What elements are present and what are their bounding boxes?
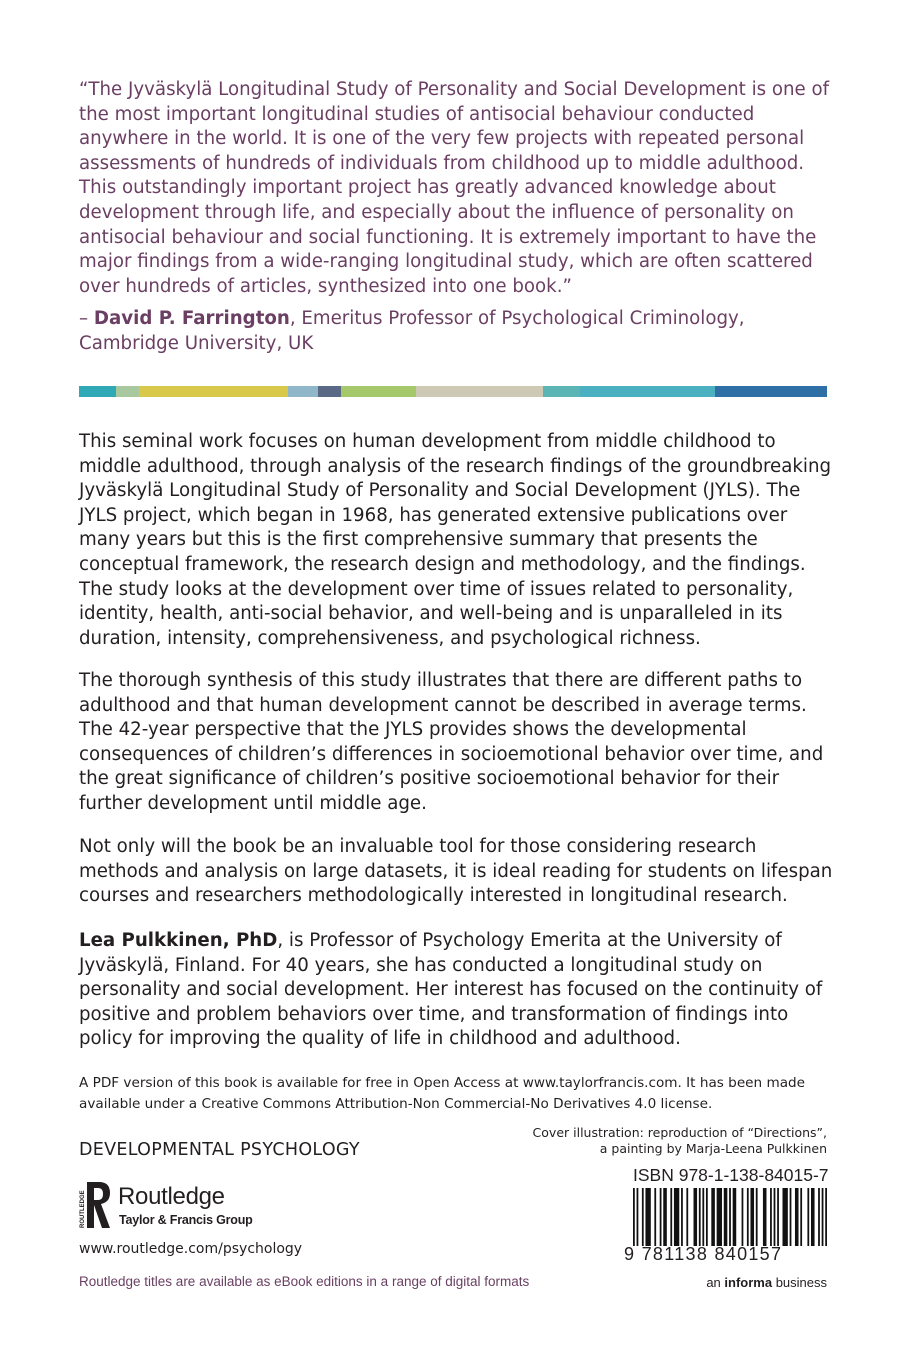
cover-credit-line-2: a painting by Marja-Leena Pulkkinen <box>599 1141 827 1156</box>
description-paragraph-3: Not only will the book be an invaluable tool for those considering research methods and analysis on large datasets, it is ideal reading for students on lifespan courses and researchers methodologically interested in longitudinal research. <box>79 836 833 907</box>
barcode-bar <box>777 1188 779 1246</box>
barcode-bar <box>811 1188 815 1246</box>
barcode-bar <box>654 1188 656 1246</box>
barcode-bar <box>822 1188 824 1246</box>
stripe-segment <box>318 386 340 397</box>
stripe-segment <box>580 386 715 397</box>
cover-credit-line-1: Cover illustration: reproduction of “Directions”, <box>532 1125 827 1140</box>
stripe-segment <box>715 386 827 397</box>
author-bio-text: , is Professor of Psychology Emerita at the University of Jyväskylä, Finland. For 40 years, she has conducted a longitudinal study on personality and social development. Her interest has focused on the continuity of positive and problem behaviors over time, and transformation of findings into policy for improving the quality of life in childhood and adulthood. <box>79 930 823 1050</box>
barcode-bar <box>642 1188 644 1246</box>
isbn-label: ISBN 978-1-138-84015-7 <box>633 1165 829 1185</box>
publisher-website: www.routledge.com/psychology <box>79 1241 303 1257</box>
barcode-bar <box>825 1188 827 1246</box>
stripe-segment <box>416 386 543 397</box>
routledge-r-icon <box>77 1180 111 1230</box>
barcode-digits: 9 781138 840157 <box>624 1244 783 1264</box>
stripe-segment <box>543 386 580 397</box>
barcode-bar <box>670 1188 672 1246</box>
barcode-bar <box>663 1188 667 1246</box>
barcode-bar <box>763 1188 767 1246</box>
barcode-bar <box>637 1188 639 1246</box>
informa-brand: informa <box>724 1275 773 1290</box>
barcode-bar <box>699 1188 701 1246</box>
informa-suffix: business <box>772 1275 827 1290</box>
barcode-bar <box>770 1188 772 1246</box>
subject-category: DEVELOPMENTAL PSYCHOLOGY <box>79 1140 360 1160</box>
publisher-brand: Routledge <box>118 1183 225 1210</box>
barcode-bar <box>694 1188 698 1246</box>
barcode-bar <box>807 1188 809 1246</box>
barcode-bar <box>729 1188 731 1246</box>
barcode-bar <box>711 1188 715 1246</box>
informa-prefix: an <box>706 1275 725 1290</box>
ebook-note: Routledge titles are available as eBook editions in a range of digital formats <box>79 1274 530 1289</box>
publisher-group: Taylor & Francis Group <box>119 1213 253 1227</box>
stripe-segment <box>79 386 116 397</box>
attribution-dash: – <box>79 308 94 329</box>
cover-credit <box>527 1125 827 1157</box>
barcode-bar <box>706 1188 708 1246</box>
barcode-bar <box>717 1188 722 1246</box>
barcode-bar <box>750 1188 754 1246</box>
stripe-segment <box>139 386 289 397</box>
description-paragraph-1: This seminal work focuses on human development from middle childhood to middle adulthood, through analysis of the research findings of the groundbreaking Jyväskylä Longitudinal Study of Personality and Social Development (JYLS). The JYLS project, which began in 1968, has generated extensive publications over many years but this is the first comprehensive summary that presents the conceptual framework, the research design and methodology, and the findings. The study looks at the development over time of issues related to personality, identity, health, anti-social behavior, and well-being and is unparalleled in its duration, intensity, comprehensiveness, and psychological richness. <box>79 431 832 649</box>
logo-mark-vertical-text: ROUTLEDGE <box>80 1190 86 1228</box>
barcode-bar <box>756 1188 758 1246</box>
endorser-affiliation: , Emeritus Professor of Psychological Criminology, Cambridge University, UK <box>79 308 745 354</box>
barcode-bar <box>747 1188 749 1246</box>
barcode-bar <box>686 1188 688 1246</box>
barcode-bar <box>733 1188 737 1246</box>
open-access-note: A PDF version of this book is available for free in Open Access at www.taylorfrancis.com. It has been made available under a Creative Commons Attribution-Non Commercial-No Derivatives 4.0 license. <box>79 1075 806 1112</box>
barcode-bar <box>724 1188 728 1246</box>
endorser-name: David P. Farrington <box>93 308 290 329</box>
barcode-bar <box>660 1188 662 1246</box>
barcode-bar <box>702 1188 704 1246</box>
stripe-segment <box>341 386 416 397</box>
barcode-bar <box>783 1188 788 1246</box>
stripe-segment <box>288 386 318 397</box>
barcode-bar <box>790 1188 792 1246</box>
author-bio <box>79 929 839 1052</box>
barcode-bar <box>800 1188 802 1246</box>
isbn-barcode <box>633 1188 827 1246</box>
routledge-logo <box>77 1180 277 1230</box>
endorsement-attribution <box>79 307 839 356</box>
barcode-bar <box>742 1188 744 1246</box>
decorative-color-stripe <box>79 386 827 397</box>
barcode-bar <box>795 1188 799 1246</box>
informa-business-tag <box>706 1275 827 1290</box>
barcode-bar <box>681 1188 683 1246</box>
barcode-bar <box>633 1188 635 1246</box>
endorsement-quote: “The Jyväskylä Longitudinal Study of Personality and Social Development is one of the most important longitudinal studies of antisocial behaviour conducted anywhere in the world. It is one of the very few projects with repeated personal assessments of hundreds of individuals from childhood up to middle adulthood. This outstandingly important project has greatly advanced knowledge about development through life, and especially about the influence of personality on antisocial behaviour and social functioning. It is extremely important to have the major findings from a wide-ranging longitudinal study, which are often scattered over hundreds of articles, synthesized into one book.” <box>79 79 830 297</box>
description-paragraph-2: The thorough synthesis of this study illustrates that there are different paths to adulthood and that human development cannot be described in average terms. The 42-year perspective that the JYLS provides shows the developmental consequences of children’s differences in socioemotional behavior over time, and the great significance of children’s positive socioemotional behavior for their further development until middle age. <box>79 670 824 814</box>
barcode-bar <box>645 1188 650 1246</box>
barcode-bar <box>818 1188 820 1246</box>
barcode-bar <box>774 1188 776 1246</box>
barcode-bar <box>674 1188 679 1246</box>
author-name: Lea Pulkkinen, PhD <box>79 930 278 951</box>
stripe-segment <box>116 386 138 397</box>
